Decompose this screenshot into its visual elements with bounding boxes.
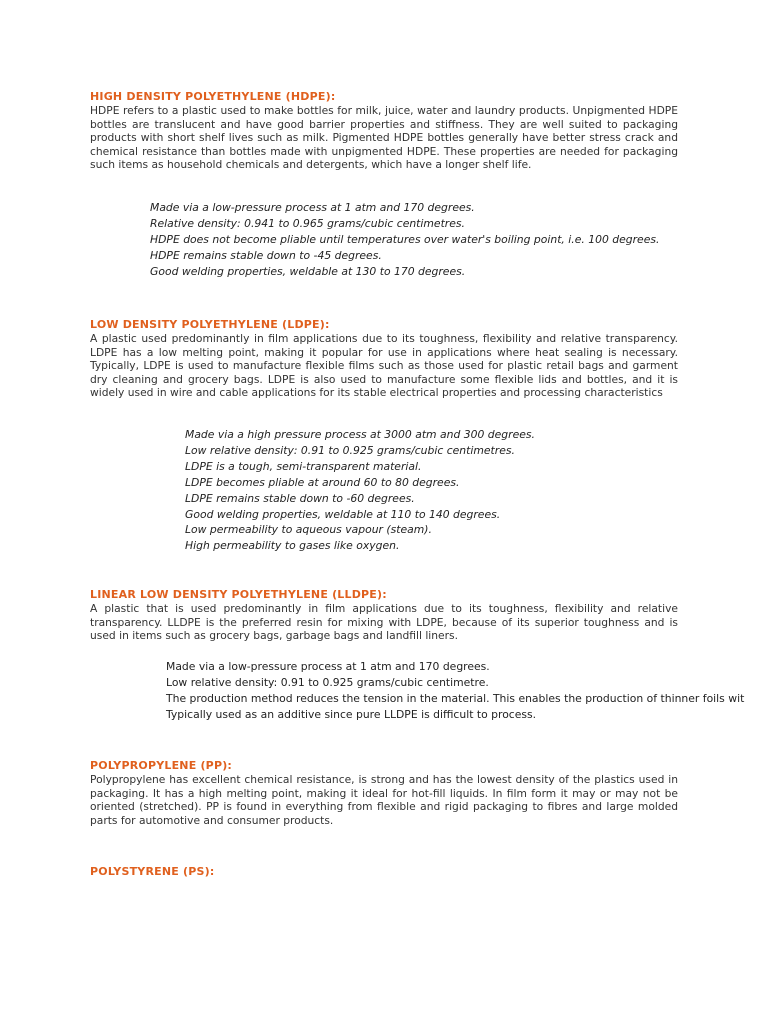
section-heading: POLYSTYRENE (PS): [90, 865, 215, 878]
section-paragraph: A plastic used predominantly in film applications due to its toughness, flexibility and relative transparency. LDPE has a low melting point, making it popular for use in applications where heat sealing is necessary. Typically, LDPE is used to manufacture flexible films such as those used for plastic retail bags and garment dry cleaning and grocery bags. LDPE is also used to manufacture some flexible lids and bottles, and it is widely used in wire and cable applications for its stable electrical properties and processing characteristics [90, 332, 678, 400]
section-heading: POLYPROPYLENE (PP): [90, 759, 233, 772]
section-paragraph: A plastic that is used predominantly in film applications due to its toughness, flexibility and relative transparency. LLDPE is the preferred resin for mixing with LDPE, because of its superior toughness and is used in items such as grocery bags, garbage bags and landfill liners. [90, 602, 678, 643]
list-item: Low relative density: 0.91 to 0.925 grams/cubic centimetres. [185, 443, 515, 457]
list-item: Good welding properties, weldable at 110 to 140 degrees. [185, 507, 501, 521]
list-item: Low permeability to aqueous vapour (steam). [185, 523, 432, 537]
list-item: HDPE does not become pliable until temperatures over water's boiling point, i.e. 100 degrees. [150, 232, 660, 246]
list-item: Good welding properties, weldable at 130 to 170 degrees. [150, 264, 466, 278]
section-paragraph: HDPE refers to a plastic used to make bottles for milk, juice, water and laundry products. Unpigmented HDPE bottles are translucent and have good barrier properties and stiffness. They are well suited to packaging products with short shelf lives such as milk. Pigmented HDPE bottles generally have better stress crack and chemical resistance than bottles made with unpigmented HDPE. These properties are needed for packaging such items as household chemicals and detergents, which have a longer shelf life. [90, 104, 678, 172]
property-list-ldpe [185, 427, 535, 554]
list-item: The production method reduces the tension in the material. This enables the production of thinner foils wit [166, 691, 745, 705]
section-lldpe [90, 588, 678, 643]
list-item: High permeability to gases like oxygen. [185, 539, 400, 553]
section-paragraph: Polypropylene has excellent chemical resistance, is strong and has the lowest density of the plastics used in packaging. It has a high melting point, making it ideal for hot-fill liquids. In film form it may or may not be oriented (stretched). PP is found in everything from flexible and rigid packaging to fibres and large molded parts for automotive and consumer products. [90, 773, 678, 827]
section-ps [90, 865, 678, 879]
property-list-lldpe [166, 659, 744, 723]
list-item: Made via a high pressure process at 3000 atm and 300 degrees. [185, 428, 535, 441]
property-list-hdpe [150, 200, 659, 280]
list-item: LDPE becomes pliable at around 60 to 80 degrees. [185, 475, 460, 489]
list-item: Relative density: 0.941 to 0.965 grams/cubic centimetres. [150, 216, 465, 230]
list-item: LDPE remains stable down to -60 degrees. [185, 491, 415, 505]
section-pp [90, 759, 678, 827]
section-hdpe [90, 90, 678, 172]
list-item: Low relative density: 0.91 to 0.925 grams/cubic centimetre. [166, 675, 489, 689]
section-heading: LOW DENSITY POLYETHYLENE (LDPE): [90, 318, 330, 331]
list-item: Made via a low-pressure process at 1 atm and 170 degrees. [150, 201, 475, 214]
section-heading: HIGH DENSITY POLYETHYLENE (HDPE): [90, 90, 336, 103]
list-item: Typically used as an additive since pure LLDPE is difficult to process. [166, 707, 537, 721]
list-item: Made via a low-pressure process at 1 atm and 170 degrees. [166, 660, 490, 673]
list-item: LDPE is a tough, semi-transparent material. [185, 459, 422, 473]
section-ldpe [90, 318, 678, 400]
list-item: HDPE remains stable down to -45 degrees. [150, 248, 382, 262]
section-heading: LINEAR LOW DENSITY POLYETHYLENE (LLDPE): [90, 588, 387, 601]
